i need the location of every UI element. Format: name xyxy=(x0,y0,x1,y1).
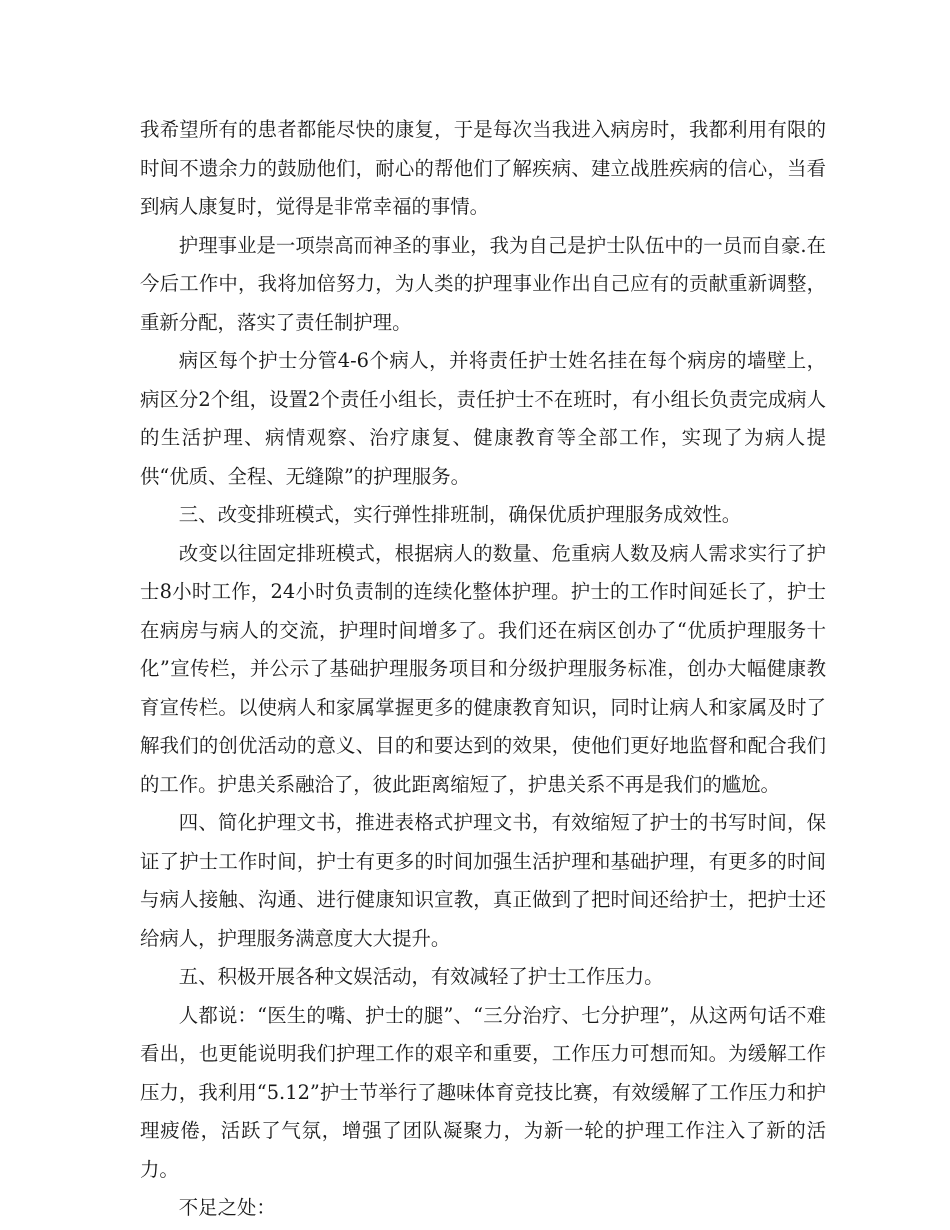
paragraph: 改变以往固定排班模式，根据病人的数量、危重病人数及病人需求实行了护士8小时工作，24小时负责制的连续化整体护理。护士的工作时间延长了，护士在病房与病人的交流，护理时间增多了。我们还在病区创办了“优质护理服务十化”宣传栏，并公示了基础护理服务项目和分级护理服务标准，创办大幅健康教育宣传栏。以使病人和家属掌握更多的健康教育知识，同时让病人和家属及时了解我们的创优活动的意义、目的和要达到的效果，使他们更好地监督和配合我们的工作。护患关系融洽了，彼此距离缩短了，护患关系不再是我们的尴尬。 xyxy=(140,541,826,796)
section-heading-four: 四、简化护理文书，推进表格式护理文书，有效缩短了护士的书写时间，保证了护士工作时间，护士有更多的时间加强生活护理和基础护理，有更多的时间与病人接触、沟通、进行健康知识宣教，真正做到了把时间还给护士，把护士还给病人，护理服务满意度大大提升。 xyxy=(140,811,826,950)
section-heading-five: 五、积极开展各种文娱活动，有效减轻了护士工作压力。 xyxy=(178,965,664,988)
section-heading-three: 三、改变排班模式，实行弹性排班制，确保优质护理服务成效性。 xyxy=(178,503,742,526)
paragraph: 我希望所有的患者都能尽快的康复，于是每次当我进入病房时，我都利用有限的时间不遗余力的鼓励他们，耐心的帮他们了解疾病、建立战胜疾病的信心，当看到病人康复时，觉得是非常幸福的事情。 xyxy=(140,118,826,218)
shortcomings-heading: 不足之处： xyxy=(178,1196,276,1219)
document-body xyxy=(140,111,826,1228)
paragraph: 人都说：“医生的嘴、护士的腿”、“三分治疗、七分护理”，从这两句话不难看出，也更能说明我们护理工作的艰辛和重要，工作压力可想而知。为缓解工作压力，我利用“5.12”护士节举行了趣味体育竞技比赛，有效缓解了工作压力和护理疲倦，活跃了气氛，增强了团队凝聚力，为新一轮的护理工作注入了新的活力。 xyxy=(140,1003,826,1181)
paragraph: 护理事业是一项崇高而神圣的事业，我为自己是护士队伍中的一员而自豪.在今后工作中，我将加倍努力，为人类的护理事业作出自己应有的贡献重新调整，重新分配，落实了责任制护理。 xyxy=(140,233,826,334)
paragraph: 病区每个护士分管4-6个病人，并将责任护士姓名挂在每个病房的墙壁上，病区分2个组，设置2个责任小组长，责任护士不在班时，有小组长负责完成病人的生活护理、病情观察、治疗康复、健康教育等全部工作，实现了为病人提供“优质、全程、无缝隙”的护理服务。 xyxy=(140,349,826,488)
